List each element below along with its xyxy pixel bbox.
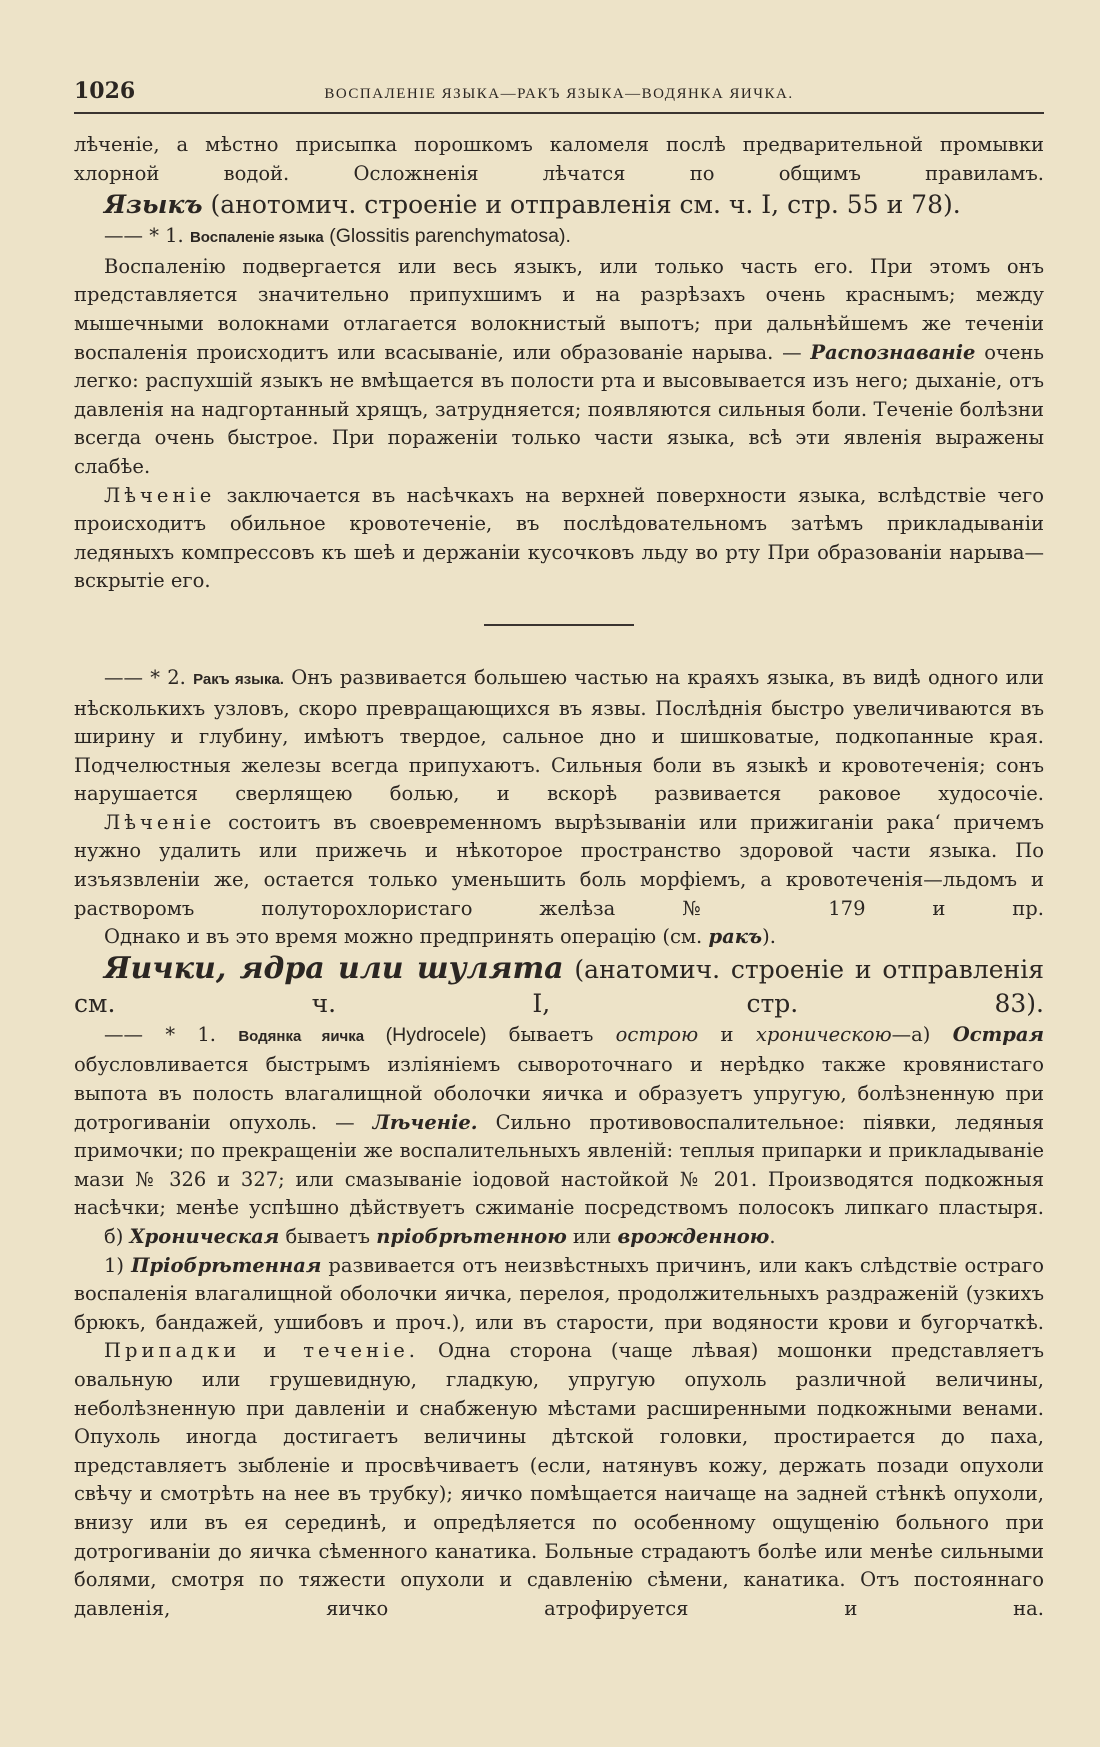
intro-paragraph: лѣченіе, а мѣстно присыпка порошкомъ каломеля послѣ предварительной промывки хлорной водой. Осложненія лѣчатся по общимъ правиламъ. xyxy=(74,133,1044,185)
paragraph xyxy=(74,809,1044,923)
italic-term: пріобрѣтенною xyxy=(376,1225,567,1248)
paragraph xyxy=(74,1223,1044,1252)
paragraph xyxy=(74,1252,1044,1338)
paragraph-text: 1) xyxy=(104,1253,132,1277)
section-latin: (Glossitis parenchymatosa). xyxy=(323,225,571,248)
paragraph-text: развивается отъ неизвѣстныхъ причинъ, или какъ слѣдствіе остраго воспаленія влагалищной оболочки яичка, перелоя, продолжительныхъ раздраженій (узкихъ брюкъ, бандажей, ушибовъ и проч.), или въ старости, при водяности крови и бугорчаткѣ. xyxy=(74,1253,1044,1334)
run-in-label: Лѣченіе xyxy=(104,810,216,834)
book-page xyxy=(74,78,1044,1623)
paragraph-text: ). xyxy=(762,925,776,949)
section-title: Водянка яичка xyxy=(238,1027,365,1045)
paragraph xyxy=(74,482,1044,596)
run-in-label: Лѣченіе xyxy=(104,483,216,507)
run-in-label: Распознаваніе xyxy=(810,340,976,364)
run-in-label: Лѣченіе. xyxy=(372,1110,478,1134)
paragraph-text: —а) xyxy=(891,1022,953,1046)
paragraph-text: и xyxy=(698,1022,756,1046)
running-title: ВОСПАЛЕНІЕ ЯЗЫКА—РАКЪ ЯЗЫКА—ВОДЯНКА ЯИЧКА. xyxy=(324,86,794,102)
paragraph xyxy=(74,664,1044,809)
page-body xyxy=(74,131,1044,1623)
run-in-label: Припадки и теченіе. xyxy=(104,1339,419,1363)
entry-heading-tongue xyxy=(74,188,1044,222)
italic-term: врожденною xyxy=(617,1225,770,1248)
run-in-label: Хроническая xyxy=(129,1225,280,1248)
paragraph-text: б) xyxy=(104,1225,130,1248)
paragraph-text: Сильно противовоспалительное: піявки, ледяныя примочки; по прекращеніи же воспалительныхъ явленій: теплыя припарки и прикладываніе мази № 326 и 327; или смазываніе іодовой настойкой № 201. Производятся подкожныя насѣчки; менѣе успѣшно дѣйствуетъ сжиманіе посредствомъ полосокъ липкаго пластыря. xyxy=(74,1110,1044,1220)
paragraph-text: Однако и въ это время можно предпринять операцію (см. xyxy=(104,925,709,949)
paragraph xyxy=(74,923,1044,952)
paragraph-text: Одна сторона (чаще лѣвая) мошонки представляетъ овальную или грушевидную, гладкую, упругую опухоль различной величины, неболѣзненную при давленіи и снабженую мѣстами расширенными подкожными венами. Опухоль иногда достигаетъ величины дѣтской головки, простирается до паха, представляетъ зыбленіе и просвѣчиваетъ (если, натянувъ кожу, держать позади опухоли свѣчу и смотрѣть на нее въ трубку); яичко помѣщается наичаще на задней стѣнкѣ опухоли, внизу или въ ея серединѣ, и опредѣляется по особенному ощущенію больного при дотрогиваніи до яичка сѣменного канатика. Больные страдаютъ болѣе или менѣе сильными болями, смотря по тяжести опухоли и сдавленію сѣмени, канатика. Отъ постояннаго давленія, яичко атрофируется и на. xyxy=(74,1339,1044,1620)
paragraph-text: бываетъ xyxy=(279,1225,377,1248)
paragraph-text: очень легко: распухшій языкъ не вмѣщается въ полости рта и высовывается изъ него; дыханіе, отъ давленія на надгортанный хрящъ, затрудняется; появляются сильныя боли. Теченіе болѣзни всегда очень быстрое. При пораженіи только части языка, всѣ эти явленія выражены слабѣе. xyxy=(74,340,1044,478)
section-divider xyxy=(484,624,634,626)
paragraph-text: бываетъ xyxy=(486,1022,616,1046)
paragraph-text: или xyxy=(566,1225,618,1248)
paragraph-text: Воспаленію подвергается или весь языкъ, или только часть его. При этомъ онъ представляется значительно припухшимъ и на разрѣзахъ очень краснымъ; между мышечными волокнами отлагается волокнистый выпотъ; при дальнѣйшемъ же теченіи воспаленія происходитъ или всасываніе, или образованіе нарыва. — xyxy=(74,254,1044,364)
entry-term-note: (анотомич. строеніе и отправленія см. ч. I, стр. 55 и 78). xyxy=(202,190,961,220)
page-number: 1026 xyxy=(74,78,136,104)
paragraph xyxy=(74,253,1044,482)
section-title: Воспаленіе языка xyxy=(189,229,324,247)
section-title: Ракъ языка. xyxy=(193,670,284,688)
section-lead: —— * 1. xyxy=(104,224,190,248)
section-lead: —— * 2. xyxy=(104,665,194,689)
section-lead: —— * 1. xyxy=(104,1022,239,1046)
cross-reference: ракъ xyxy=(708,925,763,949)
entry-heading-testes xyxy=(74,952,1044,1021)
paragraph-text: Онъ развивается большею частью на краяхъ языка, въ видѣ одного или нѣсколькихъ узловъ, скоро превращающихся въ язвы. Послѣднія быстро увеличиваются въ ширину и глубину, имѣютъ твердое, сальное дно и шишковатые, подкопанные края. Подчелюстныя железы всегда припухаютъ. Сильныя боли въ языкѣ и кровотеченія; сонъ нарушается сверлящею болью, и вскорѣ развивается раковое худосочіе. xyxy=(74,665,1045,806)
italic-term: острою xyxy=(615,1022,699,1046)
section-heading-glossitis xyxy=(74,222,1044,253)
paragraph-text: . xyxy=(769,1225,776,1248)
italic-term: хроническою xyxy=(755,1022,892,1046)
paragraph-text: обусловливается быстрымъ изліяніемъ сывороточнаго и нерѣдко также кровянистаго выпота въ полость влагалищной оболочки яичка и образуетъ упругую, болѣзненную при дотрогиваніи опухоль. — xyxy=(74,1053,1044,1134)
entry-term: Яички, ядра или шулята xyxy=(104,950,564,986)
run-in-label: Пріобрѣтенная xyxy=(131,1253,322,1277)
running-head xyxy=(74,78,1044,114)
entry-term-note: (анатомич. строеніе и отправленія см. ч. I, стр. 83). xyxy=(74,954,1044,1018)
paragraph xyxy=(74,1021,1044,1223)
run-in-label: Острая xyxy=(952,1022,1044,1046)
paragraph xyxy=(74,1337,1044,1623)
section-latin: (Hydrocele) xyxy=(364,1023,487,1046)
paragraph-text: состоитъ въ своевременномъ вырѣзываніи или прижиганіи рака‘ причемъ нужно удалить или прижечь и нѣкоторое пространство здоровой части языка. По изъязвленіи же, остается только уменьшить боль морфіемъ, а кровотеченія—льдомъ и растворомъ полуторохлористаго желѣза № 179 и пр. xyxy=(74,810,1044,920)
paragraph-text: заключается въ насѣчкахъ на верхней поверхности языка, вслѣдствіе чего происходитъ обильное кровотеченіе, въ послѣдовательномъ затѣмъ прикладываніи ледяныхъ компрессовъ къ шеѣ и держаніи кусочковъ льду во рту При образованіи нарыва—вскрытіе его. xyxy=(74,483,1044,593)
entry-term: Языкъ xyxy=(104,190,203,220)
